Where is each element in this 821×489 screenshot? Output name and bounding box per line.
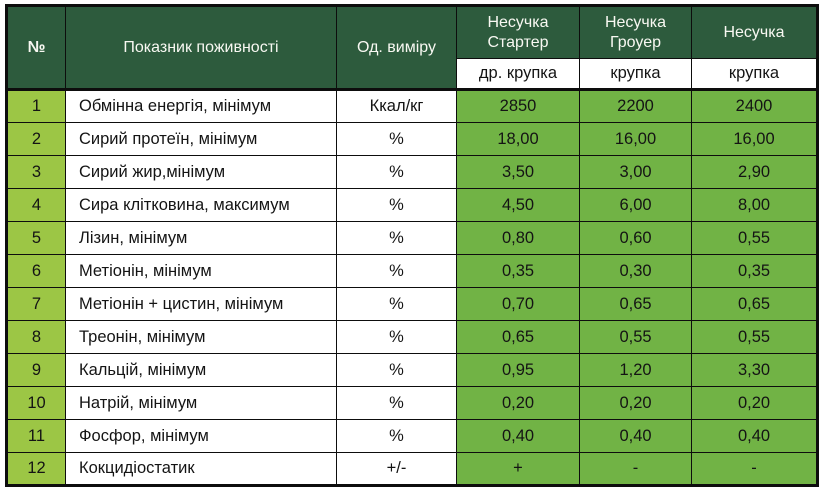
row-number: 6 [7,255,66,288]
table-body [7,90,818,486]
row-number: 7 [7,288,66,321]
row-value: 16,00 [692,123,818,156]
nutrition-table [5,4,819,487]
row-number: 10 [7,387,66,420]
row-value: 3,50 [457,156,580,189]
subheader-starter-form: др. крупка [457,59,580,90]
row-value: 16,00 [580,123,692,156]
row-unit: % [337,288,457,321]
table-row [7,288,818,321]
column-header-layer: Несучка [692,6,818,59]
row-indicator: Сира клітковина, максимум [66,189,337,222]
row-value: 0,20 [692,387,818,420]
row-value: + [457,453,580,486]
table-row [7,321,818,354]
row-value: 0,30 [580,255,692,288]
row-value: 1,20 [580,354,692,387]
row-indicator: Кальцій, мінімум [66,354,337,387]
row-unit: % [337,156,457,189]
row-value: 0,55 [692,321,818,354]
row-indicator: Кокцидіостатик [66,453,337,486]
row-value: - [692,453,818,486]
table-header [7,6,818,90]
row-value: 0,40 [457,420,580,453]
row-value: 0,55 [580,321,692,354]
row-value: 2200 [580,90,692,123]
row-indicator: Сирий жир,мінімум [66,156,337,189]
table-row [7,156,818,189]
row-value: 3,30 [692,354,818,387]
row-indicator: Обмінна енергія, мінімум [66,90,337,123]
row-value: - [580,453,692,486]
subheader-layer-form: крупка [692,59,818,90]
row-value: 18,00 [457,123,580,156]
column-header-unit: Од. виміру [337,6,457,90]
row-indicator: Метіонін, мінімум [66,255,337,288]
row-value: 0,35 [457,255,580,288]
row-value: 0,65 [580,288,692,321]
row-unit: % [337,387,457,420]
row-value: 0,40 [580,420,692,453]
row-unit: % [337,255,457,288]
row-value: 6,00 [580,189,692,222]
row-unit: % [337,222,457,255]
row-unit: % [337,354,457,387]
row-indicator: Треонін, мінімум [66,321,337,354]
row-value: 0,20 [580,387,692,420]
row-value: 0,80 [457,222,580,255]
row-unit: Ккал/кг [337,90,457,123]
row-value: 0,70 [457,288,580,321]
table-row [7,255,818,288]
row-indicator: Фосфор, мінімум [66,420,337,453]
table-row [7,90,818,123]
row-number: 4 [7,189,66,222]
row-value: 0,60 [580,222,692,255]
row-value: 0,35 [692,255,818,288]
row-value: 3,00 [580,156,692,189]
row-unit: % [337,321,457,354]
table-row [7,123,818,156]
row-number: 8 [7,321,66,354]
table-row [7,222,818,255]
row-indicator: Лізин, мінімум [66,222,337,255]
row-value: 0,65 [692,288,818,321]
column-header-number: № [7,6,66,90]
table-row [7,420,818,453]
table-row [7,354,818,387]
subheader-grower-form: крупка [580,59,692,90]
row-value: 4,50 [457,189,580,222]
row-number: 3 [7,156,66,189]
column-header-starter: Несучка Стартер [457,6,580,59]
row-number: 5 [7,222,66,255]
row-value: 2850 [457,90,580,123]
table-row [7,453,818,486]
row-unit: % [337,189,457,222]
column-header-grower: Несучка Гроуер [580,6,692,59]
row-unit: +/- [337,453,457,486]
row-value: 0,55 [692,222,818,255]
row-value: 0,95 [457,354,580,387]
row-value: 2,90 [692,156,818,189]
row-value: 0,20 [457,387,580,420]
header-row-main [7,6,818,59]
row-number: 1 [7,90,66,123]
row-value: 0,40 [692,420,818,453]
column-header-indicator: Показник поживності [66,6,337,90]
table-row [7,189,818,222]
row-value: 8,00 [692,189,818,222]
row-number: 2 [7,123,66,156]
row-indicator: Натрій, мінімум [66,387,337,420]
row-unit: % [337,123,457,156]
row-indicator: Метіонін + цистин, мінімум [66,288,337,321]
row-number: 9 [7,354,66,387]
row-value: 0,65 [457,321,580,354]
row-number: 11 [7,420,66,453]
row-indicator: Сирий протеїн, мінімум [66,123,337,156]
row-unit: % [337,420,457,453]
row-value: 2400 [692,90,818,123]
row-number: 12 [7,453,66,486]
table-row [7,387,818,420]
